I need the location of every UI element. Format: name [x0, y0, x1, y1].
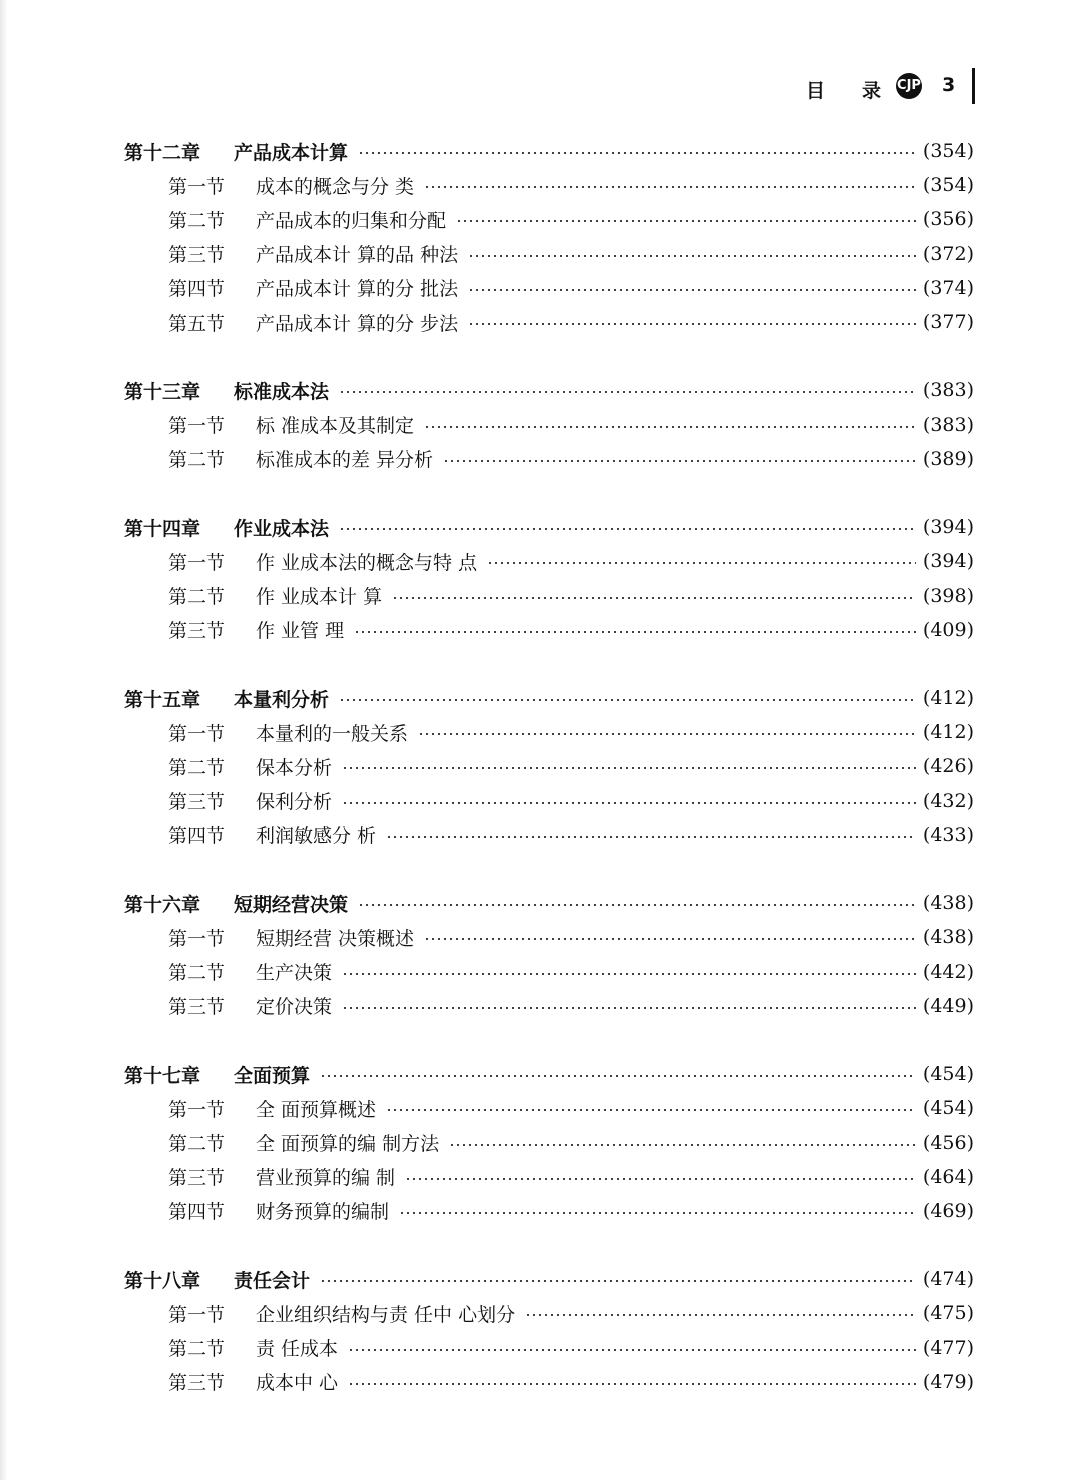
- running-header: [780, 68, 1000, 108]
- section-entry[interactable]: [124, 955, 974, 989]
- section-number: 第三节: [168, 1372, 226, 1395]
- dot-leader: [487, 561, 916, 565]
- dot-leader: [468, 322, 916, 326]
- section-number: 第一节: [168, 415, 226, 438]
- dot-leader: [342, 972, 916, 976]
- dot-leader: [348, 1382, 916, 1386]
- chapter-title: 责任会计: [234, 1269, 311, 1292]
- section-page-number: (394): [922, 550, 974, 573]
- dot-leader: [468, 288, 916, 292]
- chapter-title: 产品成本计算: [234, 141, 349, 164]
- section-entry[interactable]: [124, 715, 974, 749]
- chapter-spacer: [124, 476, 974, 510]
- chapter-page-number: (354): [922, 140, 974, 163]
- section-number: 第二节: [168, 449, 226, 472]
- section-entry[interactable]: [124, 544, 974, 578]
- chapter-page-number: (454): [922, 1063, 974, 1086]
- section-entry[interactable]: [124, 1091, 974, 1125]
- section-page-number: (377): [922, 311, 974, 334]
- section-entry[interactable]: [124, 1194, 974, 1228]
- section-title: 产品成本的归集和分配: [256, 209, 447, 232]
- section-number: 第一节: [168, 551, 226, 574]
- dot-leader: [348, 1348, 916, 1352]
- section-title: 产品成本计 算的分 批法: [256, 278, 459, 301]
- publisher-logo-icon: CJP: [896, 73, 922, 99]
- section-number: 第三节: [168, 244, 226, 267]
- dot-leader: [339, 390, 916, 394]
- section-entry[interactable]: [124, 613, 974, 647]
- section-title: 保本分析: [256, 756, 333, 779]
- dot-leader: [358, 151, 916, 155]
- chapter-number: 第十五章: [124, 688, 201, 711]
- chapter-title: 作业成本法: [234, 517, 330, 540]
- section-title: 利润敏感分 析: [256, 825, 377, 848]
- chapter-entry[interactable]: [124, 1057, 974, 1091]
- section-title: 保利分析: [256, 791, 333, 814]
- chapter-number: 第十八章: [124, 1269, 201, 1292]
- section-entry[interactable]: [124, 271, 974, 305]
- chapter-number: 第十六章: [124, 893, 201, 916]
- section-title: 成本的概念与分 类: [256, 175, 415, 198]
- section-number: 第三节: [168, 620, 226, 643]
- chapter-page-number: (474): [922, 1268, 974, 1291]
- section-number: 第五节: [168, 312, 226, 335]
- section-page-number: (464): [922, 1165, 974, 1188]
- section-title: 定价决策: [256, 996, 333, 1019]
- header-rule: [972, 68, 975, 104]
- dot-leader: [525, 1313, 916, 1317]
- chapter-entry[interactable]: [124, 1262, 974, 1296]
- section-number: 第二节: [168, 209, 226, 232]
- section-number: 第二节: [168, 1133, 226, 1156]
- chapter-entry[interactable]: [124, 134, 974, 168]
- section-entry[interactable]: [124, 784, 974, 818]
- section-title: 全 面预算概述: [256, 1098, 377, 1121]
- section-page-number: (469): [922, 1199, 974, 1222]
- dot-leader: [418, 732, 916, 736]
- section-entry[interactable]: [124, 1296, 974, 1330]
- section-title: 作 业成本计 算: [256, 586, 383, 609]
- chapter-page-number: (412): [922, 687, 974, 710]
- chapter-title: 短期经营决策: [234, 893, 349, 916]
- section-entry[interactable]: [124, 818, 974, 852]
- header-title-part2: 录: [862, 80, 882, 102]
- section-title: 短期经营 决策概述: [256, 927, 415, 950]
- dot-leader: [443, 459, 916, 463]
- section-page-number: (356): [922, 208, 974, 231]
- dot-leader: [399, 1211, 916, 1215]
- chapter-spacer: [124, 647, 974, 681]
- section-entry[interactable]: [124, 202, 974, 236]
- section-title: 成本中 心: [256, 1372, 339, 1395]
- chapter-title: 全面预算: [234, 1064, 311, 1087]
- dot-leader: [405, 1177, 916, 1181]
- chapter-spacer: [124, 339, 974, 373]
- section-number: 第二节: [168, 756, 226, 779]
- dot-leader: [449, 1143, 916, 1147]
- section-entry[interactable]: [124, 920, 974, 954]
- chapter-entry[interactable]: [124, 510, 974, 544]
- section-entry[interactable]: [124, 1160, 974, 1194]
- section-page-number: (412): [922, 721, 974, 744]
- dot-leader: [424, 185, 916, 189]
- page-edge: [0, 0, 8, 1480]
- section-entry[interactable]: [124, 1365, 974, 1399]
- section-number: 第二节: [168, 962, 226, 985]
- chapter-title: 本量利分析: [234, 688, 330, 711]
- section-number: 第一节: [168, 927, 226, 950]
- section-page-number: (456): [922, 1131, 974, 1154]
- section-page-number: (426): [922, 755, 974, 778]
- dot-leader: [320, 1279, 916, 1283]
- section-entry[interactable]: [124, 442, 974, 476]
- chapter-spacer: [124, 852, 974, 886]
- section-page-number: (432): [922, 789, 974, 812]
- section-page-number: (438): [922, 926, 974, 949]
- table-of-contents: [124, 134, 974, 1399]
- dot-leader: [468, 254, 916, 258]
- dot-leader: [320, 1074, 916, 1078]
- dot-leader: [358, 903, 916, 907]
- chapter-spacer: [124, 1228, 974, 1262]
- dot-leader: [354, 630, 916, 634]
- dot-leader: [424, 937, 916, 941]
- dot-leader: [342, 801, 916, 805]
- section-page-number: (475): [922, 1302, 974, 1325]
- section-title: 作 业成本法的概念与特 点: [256, 551, 478, 574]
- section-title: 产品成本计 算的分 步法: [256, 312, 459, 335]
- chapter-page-number: (383): [922, 379, 974, 402]
- chapter-number: 第十三章: [124, 380, 201, 403]
- chapter-number: 第十四章: [124, 517, 201, 540]
- section-page-number: (383): [922, 413, 974, 436]
- section-number: 第一节: [168, 1303, 226, 1326]
- section-page-number: (354): [922, 174, 974, 197]
- section-number: 第三节: [168, 791, 226, 814]
- dot-leader: [386, 1108, 916, 1112]
- page-number: 3: [942, 74, 956, 96]
- dot-leader: [424, 425, 916, 429]
- chapter-page-number: (438): [922, 892, 974, 915]
- section-page-number: (454): [922, 1097, 974, 1120]
- section-entry[interactable]: [124, 408, 974, 442]
- header-title-part1: 目: [806, 80, 826, 102]
- section-title: 企业组织结构与责 任中 心划分: [256, 1303, 516, 1326]
- section-number: 第四节: [168, 825, 226, 848]
- dot-leader: [339, 527, 916, 531]
- section-page-number: (449): [922, 994, 974, 1017]
- chapter-entry[interactable]: [124, 373, 974, 407]
- section-entry[interactable]: [124, 237, 974, 271]
- section-page-number: (442): [922, 960, 974, 983]
- dot-leader: [456, 219, 916, 223]
- section-page-number: (433): [922, 823, 974, 846]
- dot-leader: [342, 1006, 916, 1010]
- chapter-page-number: (394): [922, 516, 974, 539]
- section-page-number: (398): [922, 584, 974, 607]
- section-title: 产品成本计 算的品 种法: [256, 244, 459, 267]
- section-number: 第三节: [168, 1167, 226, 1190]
- section-page-number: (372): [922, 242, 974, 265]
- section-entry[interactable]: [124, 749, 974, 783]
- section-entry[interactable]: [124, 1331, 974, 1365]
- chapter-entry[interactable]: [124, 681, 974, 715]
- section-title: 财务预算的编制: [256, 1201, 390, 1224]
- section-page-number: (409): [922, 618, 974, 641]
- section-page-number: (477): [922, 1336, 974, 1359]
- section-page-number: (479): [922, 1370, 974, 1393]
- section-number: 第一节: [168, 1098, 226, 1121]
- section-entry[interactable]: [124, 1125, 974, 1159]
- section-page-number: (374): [922, 276, 974, 299]
- section-title: 生产决策: [256, 962, 333, 985]
- section-number: 第一节: [168, 175, 226, 198]
- section-title: 营业预算的编 制: [256, 1167, 396, 1190]
- section-number: 第二节: [168, 586, 226, 609]
- chapter-number: 第十二章: [124, 141, 201, 164]
- chapter-entry[interactable]: [124, 886, 974, 920]
- dot-leader: [392, 596, 916, 600]
- section-page-number: (389): [922, 447, 974, 470]
- section-title: 标准成本的差 异分析: [256, 449, 434, 472]
- section-entry[interactable]: [124, 305, 974, 339]
- section-title: 责 任成本: [256, 1338, 339, 1361]
- dot-leader: [386, 835, 916, 839]
- section-title: 本量利的一般关系: [256, 722, 409, 745]
- section-number: 第三节: [168, 996, 226, 1019]
- section-number: 第四节: [168, 1201, 226, 1224]
- dot-leader: [342, 766, 916, 770]
- section-title: 作 业管 理: [256, 620, 345, 643]
- section-entry[interactable]: [124, 578, 974, 612]
- chapter-spacer: [124, 1023, 974, 1057]
- section-title: 标 准成本及其制定: [256, 415, 415, 438]
- chapter-title: 标准成本法: [234, 380, 330, 403]
- section-title: 全 面预算的编 制方法: [256, 1133, 440, 1156]
- section-number: 第四节: [168, 278, 226, 301]
- chapter-number: 第十七章: [124, 1064, 201, 1087]
- section-entry[interactable]: [124, 989, 974, 1023]
- dot-leader: [339, 698, 916, 702]
- section-number: 第一节: [168, 722, 226, 745]
- section-entry[interactable]: [124, 168, 974, 202]
- section-number: 第二节: [168, 1338, 226, 1361]
